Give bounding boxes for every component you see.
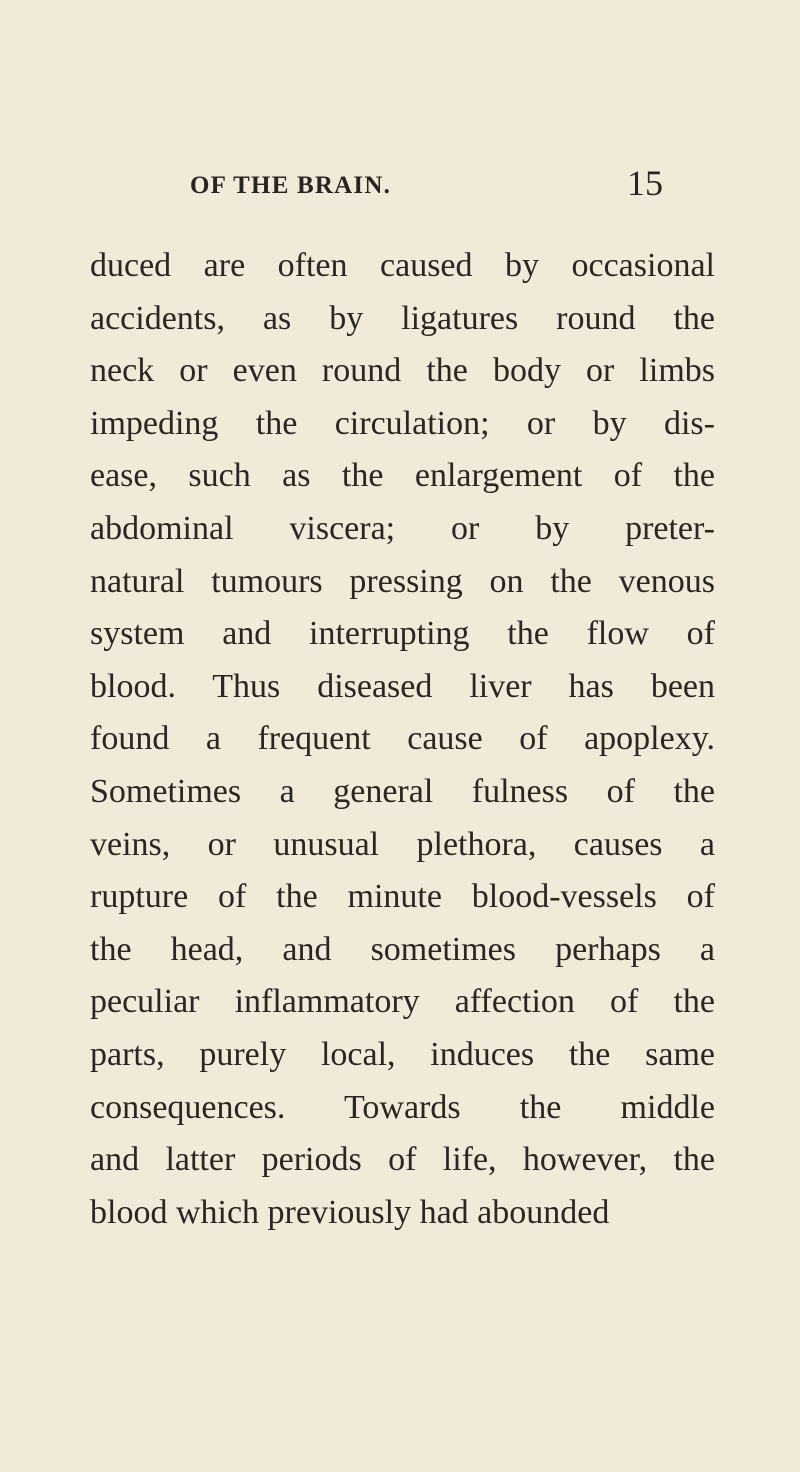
text-line: abdominal viscera; or by preter- bbox=[90, 509, 715, 547]
text-line: and latter periods of life, however, the bbox=[90, 1141, 715, 1179]
text-line: the head, and sometimes perhaps a bbox=[90, 930, 715, 968]
text-line: veins, or unusual plethora, causes a bbox=[90, 825, 715, 863]
text-line: impeding the circulation; or by dis- bbox=[90, 404, 715, 442]
text-line: system and interrupting the flow of bbox=[90, 615, 715, 653]
text-line: parts, purely local, induces the same bbox=[90, 1035, 715, 1073]
page-number: 15 bbox=[627, 163, 663, 203]
text-line: consequences. Towards the middle bbox=[90, 1088, 715, 1126]
text-line: ease, such as the enlargement of the bbox=[90, 457, 715, 495]
text-line: natural tumours pressing on the venous bbox=[90, 562, 715, 600]
text-line: found a frequent cause of apoplexy. bbox=[90, 720, 715, 758]
text-line: duced are often caused by occasional bbox=[90, 247, 715, 284]
running-title: OF THE BRAIN. bbox=[190, 172, 392, 199]
text-line: blood. Thus diseased liver has been bbox=[90, 667, 715, 705]
running-head bbox=[95, 163, 715, 208]
text-line: peculiar inflammatory affection of the bbox=[90, 983, 715, 1021]
body-text bbox=[90, 240, 715, 1239]
text-line: accidents, as by ligatures round the bbox=[90, 299, 715, 337]
text-line: blood which previously had abounded bbox=[90, 1193, 610, 1231]
text-line: Sometimes a general fulness of the bbox=[90, 772, 715, 810]
text-line: neck or even round the body or limbs bbox=[90, 352, 715, 390]
text-line: rupture of the minute blood-vessels of bbox=[90, 878, 715, 916]
